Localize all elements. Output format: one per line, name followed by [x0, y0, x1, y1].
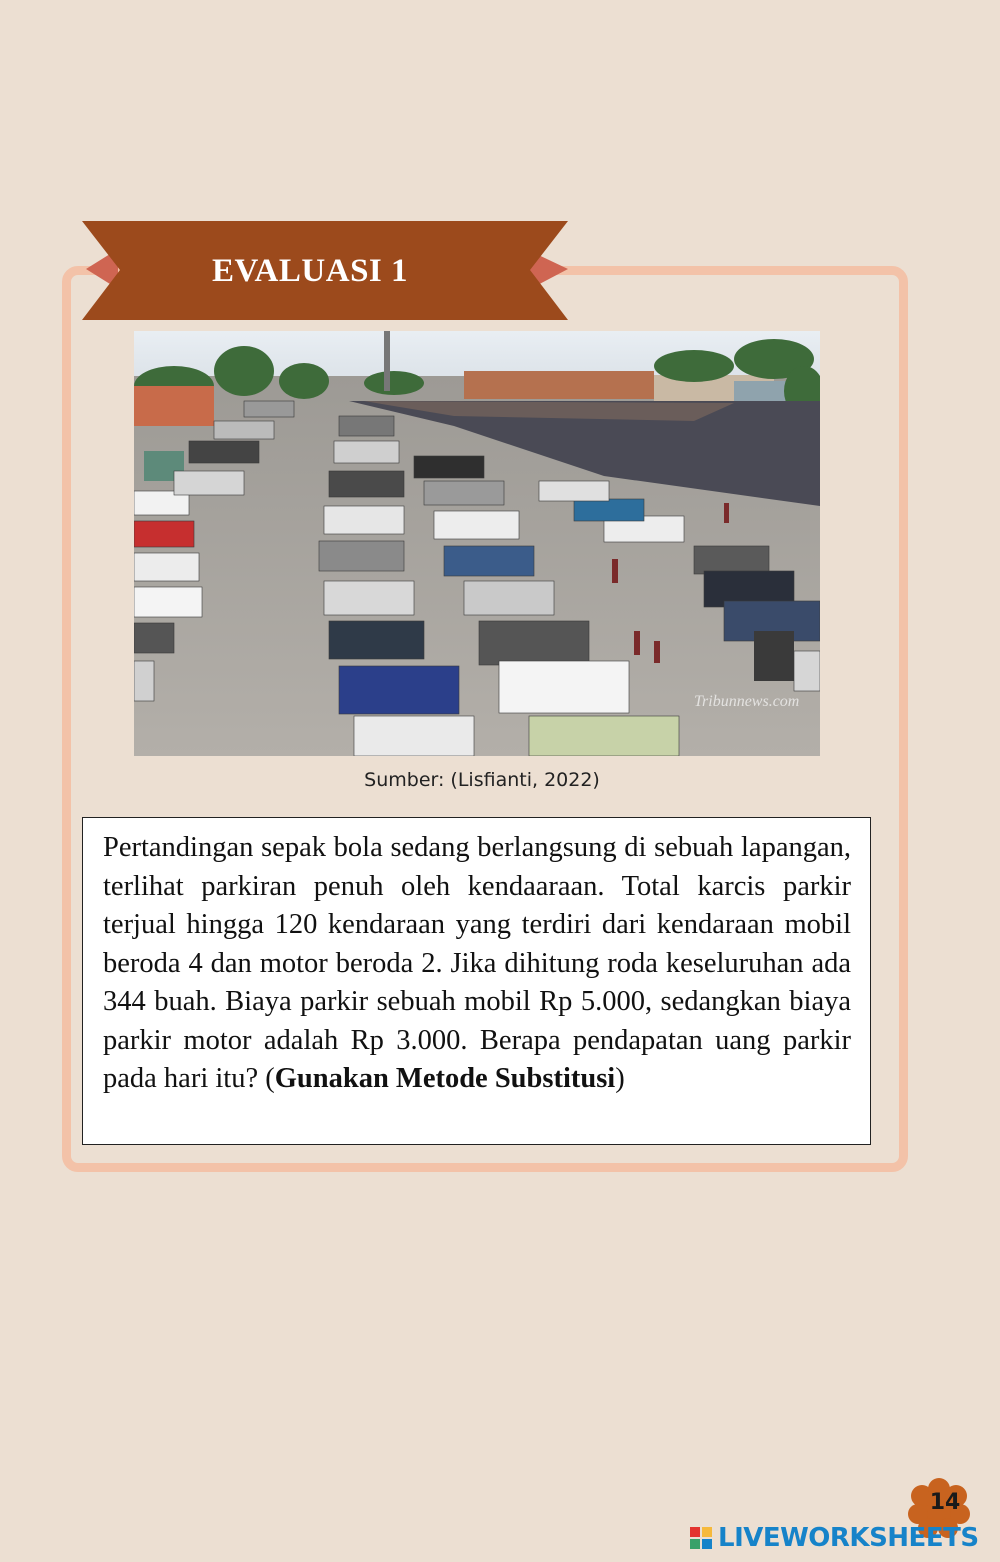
- photo-caption: Sumber: (Lisfianti, 2022): [364, 769, 600, 791]
- photo-watermark: Tribunnews.com: [694, 693, 800, 710]
- question-closing: ): [615, 1063, 625, 1094]
- page-number: 14: [929, 1490, 961, 1515]
- title-banner: [82, 221, 572, 321]
- liveworksheets-brand: LIVEWORKSHEETS: [718, 1523, 979, 1553]
- parking-lot-photo: [134, 331, 820, 756]
- question-text: [103, 829, 851, 1099]
- liveworksheets-watermark: [690, 1522, 979, 1554]
- question-box: [82, 817, 871, 1145]
- parking-lot-illustration: [134, 331, 820, 756]
- question-emphasis: Gunakan Metode Substitusi: [274, 1063, 616, 1094]
- liveworksheets-logo-icon: [690, 1527, 712, 1549]
- banner-title: EVALUASI 1: [211, 252, 409, 289]
- question-body: Pertandingan sepak bola sedang berlangsung di sebuah lapangan, terlihat parkiran penuh oleh kendaaraan. Total karcis parkir terjual hingga 120 kendaraan yang terdiri dari kendaraan mobil beroda 4 dan motor beroda 2. Jika dihitung roda keseluruhan ada 344 buah. Biaya parkir sebuah mobil Rp 5.000, sedangkan biaya parkir motor adalah Rp 3.000. Berapa pendapatan uang parkir pada hari itu? (: [103, 832, 851, 1094]
